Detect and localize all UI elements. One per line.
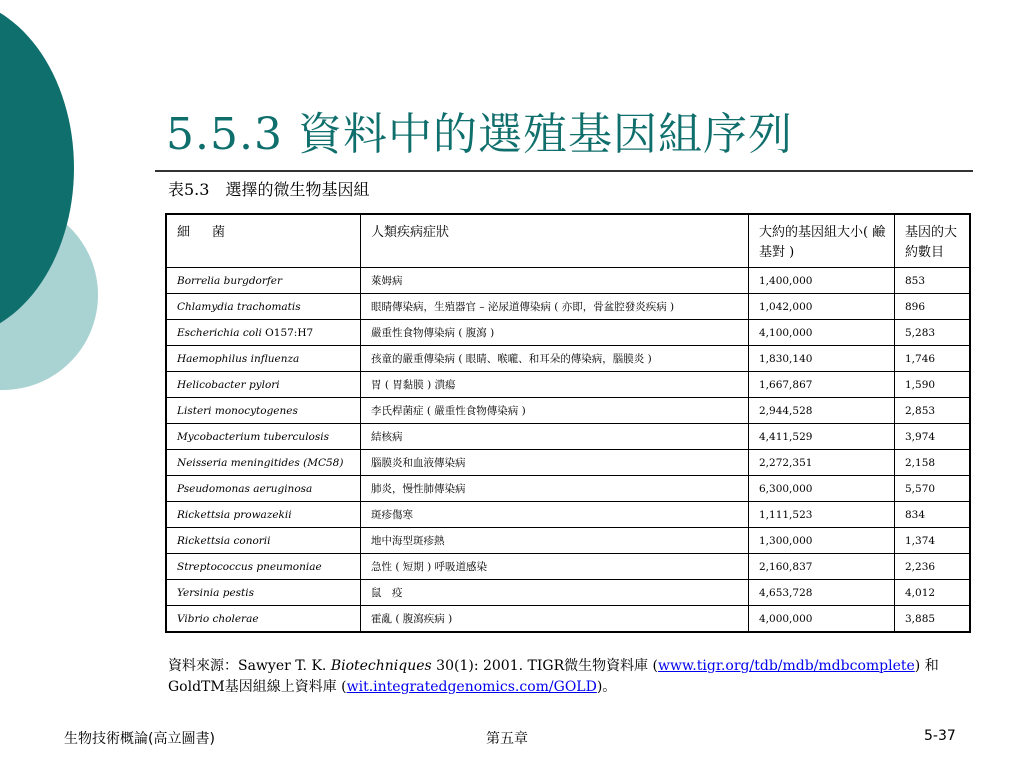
header-genome-size: 大約的基因組大小( 鹼基對 ) — [749, 214, 895, 268]
gene-count-cell: 3,974 — [895, 424, 971, 450]
genome-size-cell: 1,111,523 — [749, 502, 895, 528]
gene-count-cell: 3,885 — [895, 606, 971, 633]
source-prefix: 資料來源：Sawyer T. K. — [168, 658, 331, 674]
genome-size-cell: 2,944,528 — [749, 398, 895, 424]
disease-cell: 胃 ( 胃黏膜 ) 潰瘍 — [361, 372, 749, 398]
gene-count-cell: 2,158 — [895, 450, 971, 476]
disease-cell: 斑疹傷寒 — [361, 502, 749, 528]
disease-cell: 肺炎，慢性肺傳染病 — [361, 476, 749, 502]
table-row — [166, 606, 970, 633]
slide-title: 5.5.3 資料中的選殖基因組序列 — [166, 109, 793, 160]
footer-chapter: 第五章 — [486, 731, 528, 747]
bacteria-species: Pseudomonas aeruginosa — [177, 482, 313, 495]
disease-cell: 霍亂 ( 腹瀉疾病 ) — [361, 606, 749, 633]
genome-size-cell: 6,300,000 — [749, 476, 895, 502]
disease-cell: 鼠 疫 — [361, 580, 749, 606]
footer-page-number: 5-37 — [924, 728, 956, 744]
bacteria-species: Escherichia coli — [177, 326, 262, 339]
table-row — [166, 268, 970, 294]
bacteria-name-cell — [166, 450, 361, 476]
bacteria-name-cell — [166, 294, 361, 320]
table-row — [166, 372, 970, 398]
bacteria-species: Rickettsia conorii — [177, 534, 271, 547]
disease-cell: 嚴重性食物傳染病 ( 腹瀉 ) — [361, 320, 749, 346]
bacteria-name-cell — [166, 528, 361, 554]
gene-count-cell: 1,590 — [895, 372, 971, 398]
disease-cell: 急性 ( 短期 ) 呼吸道感染 — [361, 554, 749, 580]
disease-cell: 眼睛傳染病，生殖器官 – 泌尿道傳染病 ( 亦即，骨盆腔發炎疾病 ) — [361, 294, 749, 320]
table-row — [166, 424, 970, 450]
table-row — [166, 450, 970, 476]
genome-size-cell: 4,100,000 — [749, 320, 895, 346]
bacteria-species: Helicobacter pylori — [177, 378, 280, 391]
bacteria-name-cell — [166, 476, 361, 502]
bacteria-name-cell — [166, 346, 361, 372]
gold-link[interactable]: wit.integratedgenomics.com/GOLD — [346, 679, 597, 695]
bacteria-name-cell — [166, 554, 361, 580]
bacteria-species: Yersinia pestis — [177, 586, 255, 599]
bacteria-species: Mycobacterium tuberculosis — [177, 430, 330, 443]
bacteria-species: Rickettsia prowazekii — [177, 508, 292, 521]
genome-size-cell: 1,830,140 — [749, 346, 895, 372]
disease-cell: 孩童的嚴重傳染病 ( 眼睛、喉嚨、和耳朵的傳染病，腦膜炎 ) — [361, 346, 749, 372]
footer-book: 生物技術概論(高立圖書) — [64, 731, 215, 747]
tigr-link[interactable]: www.tigr.org/tdb/mdb/mdbcomplete — [658, 658, 915, 674]
gene-count-cell: 5,283 — [895, 320, 971, 346]
disease-cell: 地中海型斑疹熱 — [361, 528, 749, 554]
table-row — [166, 346, 970, 372]
genome-size-cell: 2,160,837 — [749, 554, 895, 580]
genome-size-cell: 4,411,529 — [749, 424, 895, 450]
genome-size-cell: 1,042,000 — [749, 294, 895, 320]
source-journal: Biotechniques — [330, 658, 432, 674]
table-header-row — [166, 214, 970, 268]
bacteria-species: Streptococcus pneumoniae — [177, 560, 322, 573]
genome-size-cell: 4,653,728 — [749, 580, 895, 606]
disease-cell: 李氏桿菌症 ( 嚴重性食物傳染病 ) — [361, 398, 749, 424]
genome-size-cell: 1,400,000 — [749, 268, 895, 294]
title-divider — [155, 170, 973, 172]
genome-size-cell: 4,000,000 — [749, 606, 895, 633]
table-row — [166, 502, 970, 528]
header-bacteria-char-2: 菌 — [212, 225, 226, 240]
genome-size-cell: 2,272,351 — [749, 450, 895, 476]
genome-table — [165, 213, 971, 633]
source-note — [168, 656, 978, 698]
gene-count-cell: 896 — [895, 294, 971, 320]
bacteria-name-cell — [166, 398, 361, 424]
table-row — [166, 320, 970, 346]
header-bacteria — [166, 214, 361, 268]
bacteria-strain: O157:H7 — [261, 326, 314, 339]
gene-count-cell: 1,746 — [895, 346, 971, 372]
table-caption: 表5.3 選擇的微生物基因組 — [168, 180, 370, 199]
bacteria-name-cell — [166, 320, 361, 346]
table-row — [166, 398, 970, 424]
table-row — [166, 580, 970, 606]
bacteria-name-cell — [166, 580, 361, 606]
source-end: )。 — [596, 679, 617, 695]
disease-cell: 腦膜炎和血液傳染病 — [361, 450, 749, 476]
gene-count-cell: 5,570 — [895, 476, 971, 502]
table-row — [166, 528, 970, 554]
bacteria-species: Listeri monocytogenes — [177, 404, 298, 417]
bacteria-name-cell — [166, 372, 361, 398]
table-row — [166, 476, 970, 502]
gene-count-cell: 834 — [895, 502, 971, 528]
genome-size-cell: 1,667,867 — [749, 372, 895, 398]
gene-count-cell: 2,853 — [895, 398, 971, 424]
bacteria-name-cell — [166, 268, 361, 294]
bacteria-species: Vibrio cholerae — [177, 612, 259, 625]
gene-count-cell: 1,374 — [895, 528, 971, 554]
disease-cell: 結核病 — [361, 424, 749, 450]
bacteria-name-cell — [166, 424, 361, 450]
header-gene-count: 基因的大約數目 — [895, 214, 971, 268]
genome-size-cell: 1,300,000 — [749, 528, 895, 554]
header-bacteria-char-1: 細 — [177, 225, 191, 240]
bacteria-species: Neisseria meningitides (MC58) — [177, 456, 344, 469]
source-middle-2: ) 和 GoldTM基因組線上資料庫 ( — [168, 658, 939, 695]
header-disease: 人類疾病症狀 — [361, 214, 749, 268]
table-row — [166, 554, 970, 580]
source-middle: 30(1): 2001. TIGR微生物資料庫 ( — [431, 658, 659, 674]
bacteria-species: Borrelia burgdorfer — [177, 274, 283, 287]
table-row — [166, 294, 970, 320]
bacteria-name-cell — [166, 502, 361, 528]
bacteria-species: Haemophilus influenza — [177, 352, 300, 365]
bacteria-name-cell — [166, 606, 361, 633]
gene-count-cell: 853 — [895, 268, 971, 294]
bacteria-species: Chlamydia trachomatis — [177, 300, 301, 313]
disease-cell: 萊姆病 — [361, 268, 749, 294]
gene-count-cell: 4,012 — [895, 580, 971, 606]
gene-count-cell: 2,236 — [895, 554, 971, 580]
